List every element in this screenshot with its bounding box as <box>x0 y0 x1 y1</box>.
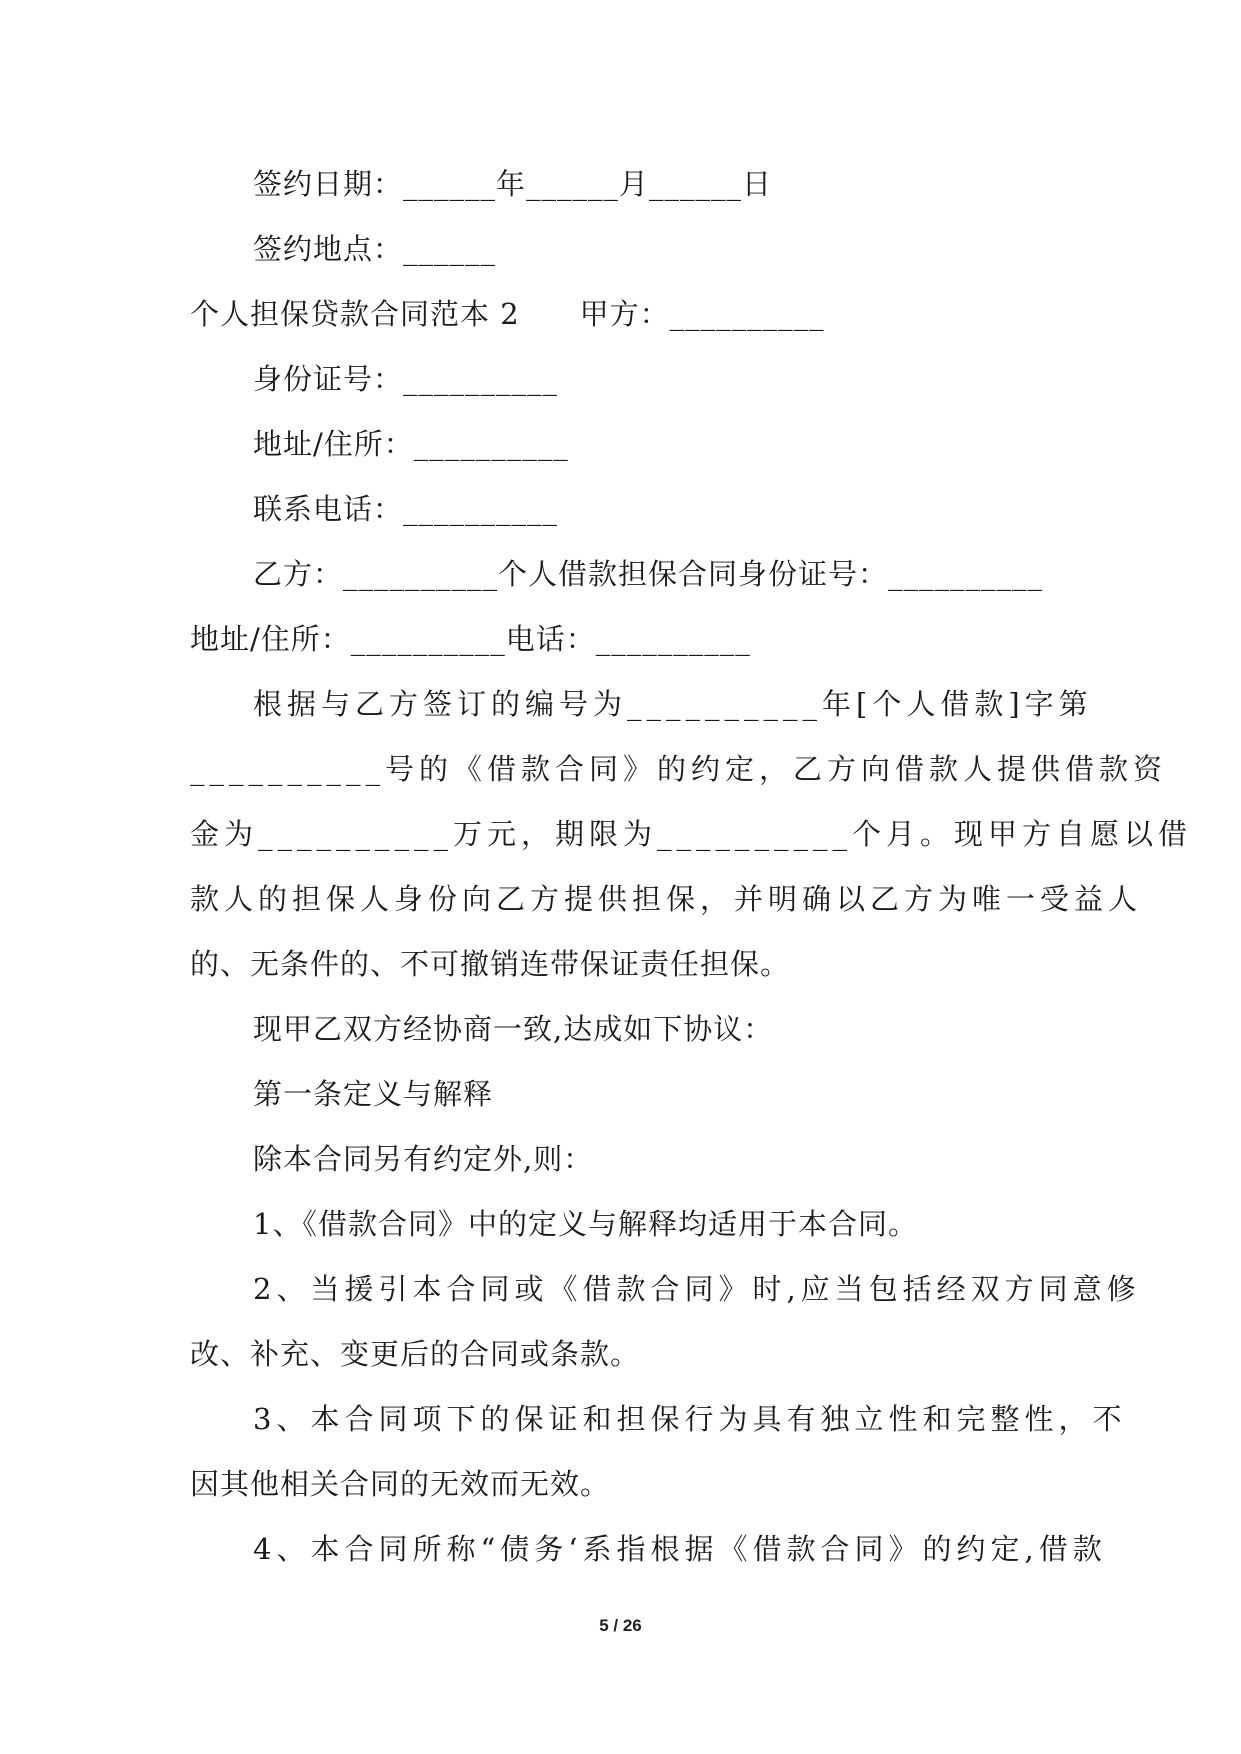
paragraph-line: 款人的担保人身份向乙方提供担保，并明确以乙方为唯一受益人 <box>190 882 1143 916</box>
clause-1-line: 1、《借款合同》中的定义与解释均适用于本合同。 <box>253 1207 918 1241</box>
address-line: 地址/住所：__________ <box>253 427 569 461</box>
party-b-line: 乙方：__________个人借款担保合同身份证号：__________ <box>253 557 1044 591</box>
paragraph-line: 根据与乙方签订的编号为__________年[个人借款]字第 <box>253 687 1093 721</box>
article-heading: 第一条定义与解释 <box>253 1077 494 1111</box>
clause-2-line: 2、当援引本合同或《借款合同》时,应当包括经双方同意修 <box>253 1272 1141 1306</box>
id-number-line: 身份证号：__________ <box>253 362 559 396</box>
paragraph-line: __________号的《借款合同》的约定，乙方向借款人提供借款资 <box>190 752 1168 786</box>
phone-line: 联系电话：__________ <box>253 492 559 526</box>
signing-date-line: 签约日期：______年______月______日 <box>253 167 773 201</box>
party-b-address-line: 地址/住所：__________电话：__________ <box>190 622 751 656</box>
clause-3-continuation: 因其他相关合同的无效而无效。 <box>190 1467 611 1501</box>
paragraph-line: 金为__________万元，期限为__________个月。现甲方自愿以借 <box>190 817 1193 851</box>
signing-place-line: 签约地点：______ <box>253 232 497 266</box>
contract-title-party-a-line: 个人担保贷款合同范本 2 甲方：__________ <box>190 297 825 331</box>
clause-3-line: 3、本合同项下的保证和担保行为具有独立性和完整性，不 <box>253 1402 1127 1436</box>
clause-4-line: 4、本合同所称“债务‘系指根据《借款合同》的约定,借款 <box>253 1532 1107 1566</box>
paragraph-line: 的、无条件的、不可撤销连带保证责任担保。 <box>190 947 791 981</box>
page-number: 5 / 26 <box>599 1616 642 1635</box>
clause-2-continuation: 改、补充、变更后的合同或条款。 <box>190 1337 641 1371</box>
agreement-intro-line: 现甲乙双方经协商一致,达成如下协议： <box>253 1012 774 1046</box>
article-intro-line: 除本合同另有约定外,则： <box>253 1142 594 1176</box>
